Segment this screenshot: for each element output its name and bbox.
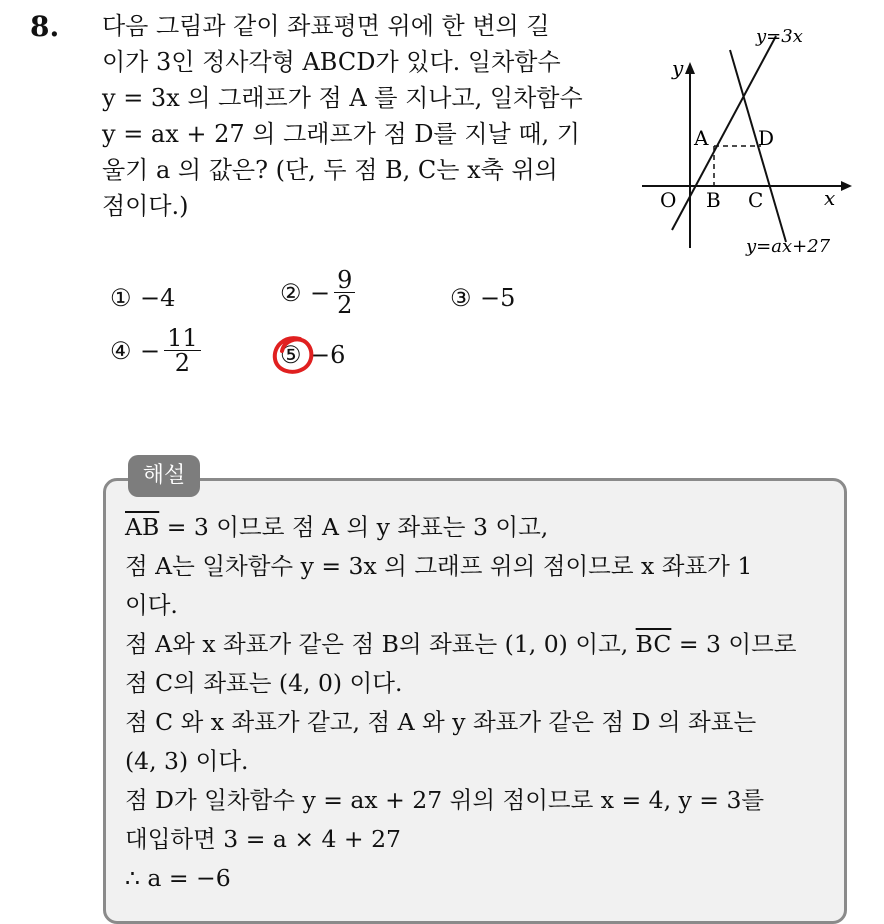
coordinate-graph (636, 20, 860, 260)
solution-line (125, 508, 830, 547)
segment-ab: $\overline{AB}$ (125, 513, 160, 541)
question-line: 다음 그림과 같이 좌표평면 위에 한 변의 길 (102, 12, 550, 40)
label-B: B (706, 188, 721, 212)
choice-4[interactable] (110, 326, 201, 375)
fraction-denominator: 2 (337, 291, 353, 319)
label-A: A (694, 126, 709, 150)
solution-line: (4, 3) 이다. (125, 747, 249, 775)
choice-sign: − (310, 278, 331, 307)
solution-text-part: 점 A와 x 좌표가 같은 점 B의 좌표는 (1, 0) 이고, (125, 630, 636, 658)
solution-text (125, 508, 830, 898)
label-C: C (748, 188, 764, 212)
y-axis-arrow-icon (685, 62, 695, 74)
solution-line (125, 625, 830, 664)
choice-value: −5 (480, 284, 516, 312)
fraction (334, 268, 355, 317)
solution-line: 점 C 와 x 좌표가 같고, 점 A 와 y 좌표가 같은 점 D 의 좌표는 (125, 708, 757, 736)
fraction (164, 326, 201, 375)
x-axis-arrow-icon (841, 181, 852, 191)
solution-line: 대입하면 3 = a × 4 + 27 (125, 825, 401, 853)
choice-3[interactable] (450, 284, 515, 312)
fraction-denominator: 2 (174, 349, 191, 377)
label-y3x: y=3x (756, 26, 803, 47)
solution-line: 점 D가 일차함수 y = ax + 27 위의 점이므로 x = 4, y = 3를 (125, 786, 765, 814)
label-O: O (660, 188, 677, 212)
question-line: y = 3x 의 그래프가 점 A 를 지나고, 일차함수 (102, 84, 583, 112)
question-number: 8. (30, 10, 60, 43)
choice-mark: ③ (450, 284, 472, 312)
question-line: 이가 3인 정사각형 ABCD가 있다. 일차함수 (102, 48, 561, 76)
label-yax27: y=ax+27 (746, 236, 831, 257)
answer-circle-icon (270, 333, 318, 377)
choice-value: −4 (140, 284, 176, 312)
fraction-numerator: 9 (334, 268, 355, 293)
question-line: 점이다.) (102, 192, 189, 220)
choice-1[interactable] (110, 284, 175, 312)
solution-line: 점 A는 일차함수 y = 3x 의 그래프 위의 점이므로 x 좌표가 1 (125, 552, 753, 580)
solution-text-part: = 3 이므로 (671, 630, 797, 658)
choice-mark: ④ (110, 336, 132, 365)
fraction-numerator: 11 (164, 326, 201, 351)
question-line: 울기 a 의 값은? (단, 두 점 B, C는 x축 위의 (102, 156, 558, 184)
choice-value: −6 (310, 341, 346, 369)
solution-tag: 해설 (128, 455, 200, 497)
segment-bc: $\overline{BC}$ (635, 630, 672, 658)
solution-line: ∴ a = −6 (125, 864, 231, 892)
solution-line: 이다. (125, 591, 178, 619)
label-x-axis: x (824, 186, 836, 210)
question-line: y = ax + 27 의 그래프가 점 D를 지날 때, 기 (102, 120, 580, 148)
question-text (102, 8, 622, 224)
label-y-axis: y (672, 56, 684, 80)
choice-mark: ① (110, 284, 132, 312)
solution-text-part: = 3 이므로 점 A 의 y 좌표는 3 이고, (159, 513, 549, 541)
choice-mark: ② (280, 278, 302, 307)
choice-2[interactable] (280, 268, 355, 317)
choice-mark: ⑤ (280, 341, 302, 369)
solution-line: 점 C의 좌표는 (4, 0) 이다. (125, 669, 403, 697)
label-D: D (758, 126, 775, 150)
choice-sign: − (140, 336, 161, 365)
